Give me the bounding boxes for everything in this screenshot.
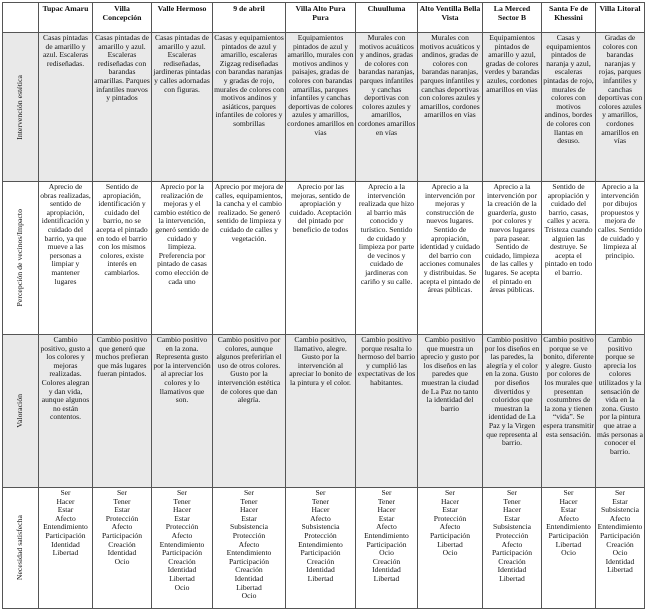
need-item: Ser — [381, 488, 392, 497]
table-cell: Aprecio a la intervención por dibujos propuestos y mejora de calles. Sentido de cuidado y limpieza al principio. — [596, 182, 645, 335]
row-label — [3, 182, 39, 335]
need-item: Hacer — [440, 496, 460, 506]
need-item: Libertad — [373, 573, 400, 583]
need-item: Ocio — [612, 548, 628, 558]
need-item: Identidad — [167, 565, 197, 575]
need-item: Estar — [378, 513, 395, 523]
need-item: Hacer — [239, 505, 259, 515]
need-item: Identidad — [107, 548, 137, 558]
need-item: Identidad — [51, 539, 80, 549]
table-cell: Sentido de apropiación, identificación y cuidado del barrio, no se acepta el pintado en todo el barrio con los mismos colores, existe interés en cambiarlos. — [93, 182, 152, 335]
need-item: Entendimiento — [298, 539, 343, 549]
needs-cell — [418, 488, 483, 609]
needs-cell — [483, 488, 542, 609]
need-item: Creación — [168, 556, 196, 566]
need-item: Afecto — [609, 513, 631, 523]
header-villa-alto-pura-pura: Villa Alto Pura Pura — [286, 3, 356, 33]
need-item: Participación — [101, 530, 143, 540]
need-item: Entendimiento — [43, 522, 88, 532]
row-label-text: Necesidad satisfecha — [15, 515, 25, 581]
need-item: Estar — [560, 505, 577, 515]
needs-cell — [542, 488, 596, 609]
table-cell: Cambio positivo que muestra un aprecio y gusto por los diseños en las paredes que muestran la ciudad de La Paz no tanto la identidad del barrio — [418, 335, 483, 488]
need-item: Libertad — [169, 573, 195, 583]
header-tupac-amaru: Tupac Amaru — [39, 3, 93, 33]
table-cell: Cambio positivo por los diseños en las paredes, la alegría y el color en la zona. Gusto por diseños divertidos y coloridos que muestran la identidad de La Paz y la Virgen que representa al barrio. — [483, 335, 542, 488]
table-cell: Aprecio por las mejoras, sentido de apropiación y cuidado. Aceptación del pintado por beneficio de todos — [286, 182, 356, 335]
need-item: Ser — [614, 488, 626, 497]
need-item: Creación — [306, 556, 335, 566]
header-corner — [3, 3, 39, 33]
table-cell: Equipamientos pintados de amarillo y azul, gradas de colores verdes y barandas azules, cordones amarillos en vías — [483, 33, 542, 182]
document-page — [2, 2, 645, 609]
need-item: Estar — [57, 505, 74, 515]
need-item: Tener — [173, 496, 191, 506]
table-cell: Aprecio por mejora de calles, equipamientos, la cancha y el cambio realizado. Se generó sentido de limpieza y cuidado de calles y vegetación. — [213, 182, 286, 335]
needs-cell — [286, 488, 356, 609]
needs-cell — [596, 488, 645, 609]
header-chuulluma: Chuulluma — [356, 3, 418, 33]
need-item: Hacer — [172, 505, 192, 515]
need-item: Ser — [60, 488, 71, 497]
need-item: Ocio — [114, 556, 130, 566]
need-item: Libertad — [499, 573, 525, 583]
need-item: Hacer — [559, 496, 578, 506]
table-cell: Gradas de colores con barandas naranjas y rojas, parques infantiles y canchas deportivas con colores azules y amarillos, cordones amarillos en vías — [596, 33, 645, 182]
need-item: Afecto — [55, 513, 76, 523]
need-item: Ocio — [379, 548, 394, 558]
need-item: Afecto — [171, 530, 193, 540]
need-item: Ser — [563, 488, 574, 497]
need-item: Tener — [311, 496, 330, 506]
need-item: Entendimiento — [597, 522, 643, 532]
row-valoracion — [3, 335, 645, 488]
need-item: Ser — [116, 488, 128, 497]
need-item: Libertad — [236, 582, 262, 592]
need-item: Protección — [304, 530, 337, 540]
header-row — [3, 3, 645, 33]
header-villa-concepcion: Villa Concepción — [93, 3, 152, 33]
need-item: Participación — [491, 548, 533, 558]
needs-cell — [356, 488, 418, 609]
need-item: Libertad — [52, 548, 79, 558]
need-item: Tener — [377, 496, 396, 506]
need-item: Creación — [372, 556, 401, 566]
need-item: Estar — [174, 513, 190, 523]
need-item: Ocio — [561, 548, 576, 558]
need-item: Tener — [240, 496, 258, 506]
row-label-text: Percepción de vecinos/Impacto — [15, 209, 25, 307]
need-item: Afecto — [439, 522, 461, 532]
need-item: Ser — [506, 488, 518, 497]
table-cell: Aprecio a la intervención por la creación de la guardería, gusto por colores y nuevos lugares para pasear. Sentido de cuidado, limpieza de las calles y lugares. Se acepta el pintado en áreas públicas. — [483, 182, 542, 335]
needs-cell — [152, 488, 213, 609]
need-item: Estar — [241, 513, 257, 523]
need-item: Estar — [612, 496, 628, 506]
header-valle-hermoso: Valle Hermoso — [152, 3, 213, 33]
need-item: Afecto — [238, 539, 260, 549]
header-la-merced-sector-b: La Merced Sector B — [483, 3, 542, 33]
table-cell: Cambio positivo porque se aprecia los colores utilizados y la sensación de vida en la zona. Gusto por la pintura que atrae a más personas a conocer el barrio. — [596, 335, 645, 488]
row-label — [3, 335, 39, 488]
table-cell: Cambio positivo porque resalta lo hermoso del barrio y cumplió las expectativas de los habitantes. — [356, 335, 418, 488]
need-item: Participación — [45, 530, 86, 540]
need-item: Creación — [606, 539, 634, 549]
table-cell: Murales con motivos acuáticos y andinos, gradas de colores con barandas naranjas, parques infantiles y canchas deportivas con colores azules y amarillos, cordones amarillos en vías — [418, 33, 483, 182]
need-item: Ser — [176, 488, 188, 497]
need-item: Protección — [105, 513, 139, 523]
need-item: Creación — [498, 556, 526, 566]
need-item: Libertad — [607, 565, 633, 575]
row-label-text: Valoración — [15, 394, 25, 428]
need-item: Ser — [315, 488, 326, 497]
need-item: Participación — [366, 539, 407, 549]
need-item: Ser — [243, 488, 255, 497]
need-item: Protección — [232, 530, 266, 540]
need-item: Identidad — [497, 565, 527, 575]
need-item: Estar — [114, 505, 130, 515]
need-item: Afecto — [558, 513, 579, 523]
need-item: Ocio — [241, 591, 257, 601]
need-item: Protección — [495, 530, 529, 540]
needs-cell — [39, 488, 93, 609]
need-item: Entendimiento — [159, 539, 205, 549]
need-item: Ser — [444, 488, 456, 497]
row-intervencion-estetica — [3, 33, 645, 182]
table-cell: Cambio positivo en la zona. Representa gusto por la intervención al apreciar los colores y lo llamativos que son. — [152, 335, 213, 488]
table-cell: Equipamientos pintados de azul y amarillo, murales con motivos andinos y paisajes, gradas de colores con barandas amarillas, parques infantiles y canchas deportivas de colores azules y amarillos, cordones amarillos en vías — [286, 33, 356, 182]
header-alto-ventilla-bella-vista: Alto Ventilla Bella Vista — [418, 3, 483, 33]
need-item: Entendimiento — [364, 530, 409, 540]
header-villa-litoral: Villa Litoral — [596, 3, 645, 33]
need-item: Identidad — [306, 565, 335, 575]
need-item: Hacer — [502, 505, 522, 515]
row-percepcion-vecinos — [3, 182, 645, 335]
need-item: Estar — [504, 513, 520, 523]
needs-cell — [213, 488, 286, 609]
need-item: Estar — [442, 505, 458, 515]
table-cell: Casas pintadas de amarillo y azul. Escaleras rediseñadas, jardineras pintadas y calles adornadas con figuras. — [152, 33, 213, 182]
table-cell: Cambio positivo que generó que muchos prefieran que más lugares fueran pintados. — [93, 335, 152, 488]
need-item: Creación — [108, 539, 136, 549]
need-item: Participación — [599, 530, 641, 540]
table-cell: Cambio positivo porque se ve bonito, diferente y alegre. Gusto por colores de los murales que presentan costumbres de la zona y tienen “vida”. Se espera transmitir esta sensación. — [542, 335, 596, 488]
row-necesidad-satisfecha — [3, 488, 645, 609]
row-label — [3, 33, 39, 182]
need-item: Protección — [165, 522, 199, 532]
need-item: Hacer — [377, 505, 396, 515]
table-cell: Aprecio a la intervención por mejoras y construcción de nuevos lugares. Sentido de apropiación, identidad y cuidado del barrio con acciones comunales y distribuidas. Se acepta el pintado de áreas públicas. — [418, 182, 483, 335]
need-item: Identidad — [234, 573, 264, 583]
table-cell: Aprecio de obras realizadas, sentido de apropiación, identificación y cuidado del barrio, ya que mueve a las personas a limpiar y mantener lugares — [39, 182, 93, 335]
need-item: Identidad — [372, 565, 401, 575]
need-item: Libertad — [307, 573, 334, 583]
need-item: Identidad — [605, 556, 635, 566]
need-item: Protección — [433, 513, 467, 523]
neighborhood-comparison-table — [2, 2, 645, 609]
need-item: Subsistencia — [601, 505, 639, 515]
table-cell: Aprecio a la intervención realizada que hizo al barrio más conocido y turístico. Sentido de cuidado y limpieza por parte de vecinos y cuidado de jardineras con cariño y su calle. — [356, 182, 418, 335]
need-item: Ocio — [442, 548, 458, 558]
table-cell: Sentido de apropiación y cuidado del barrio, casas, calles y acera. Tristeza cuando alguien las destruye. Se acepta el pintado en todo el barrio. — [542, 182, 596, 335]
need-item: Afecto — [376, 522, 397, 532]
need-item: Entendimiento — [546, 522, 591, 532]
table-cell: Cambio positivo por colores, aunque algunos preferirían el uso de otros colores. Gusto por la intervención estética de colores que dan alegría. — [213, 335, 286, 488]
need-item: Participación — [228, 556, 270, 566]
need-item: Entendimiento — [226, 548, 272, 558]
table-cell: Cambio positivo, llamativo, alegre. Gusto por la intervención al apreciar lo bonito de la pintura y el color. — [286, 335, 356, 488]
need-item: Afecto — [310, 513, 331, 523]
need-item: Subsistencia — [493, 522, 531, 532]
need-item: Libertad — [555, 539, 582, 549]
need-item: Participación — [300, 548, 341, 558]
table-cell: Murales con motivos acuáticos y andinos, gradas de colores con barandas naranjas, parques infantiles y canchas deportivas con colores azules y amarillos, cordones amarillos en vías — [356, 33, 418, 182]
row-label-text: Intervención estética — [15, 74, 25, 140]
need-item: Tener — [113, 496, 131, 506]
table-cell: Casas y equipamientos pintados de azul y amarillo, escaleras Zigzag rediseñadas con barandas naranjas y gradas de rojo, murales de colores con motivos andinos y asiáticos, parques infantiles de colores y sombrillas — [213, 33, 286, 182]
table-cell: Casas y equipamientos pintados de naranja y azul, escaleras pintadas de rojo, murales de colores con motivos andinos, bordes de colores con llantas en desuso. — [542, 33, 596, 182]
needs-cell — [93, 488, 152, 609]
header-9-de-abril: 9 de abril — [213, 3, 286, 33]
table-cell: Casas pintadas de amarillo y azul. Escaleras rediseñadas. — [39, 33, 93, 182]
need-item: Hacer — [56, 496, 75, 506]
row-label — [3, 488, 39, 609]
need-item: Libertad — [437, 539, 463, 549]
need-item: Subsistencia — [230, 522, 268, 532]
table-cell: Cambio positivo, gusto a los colores y mejoras realizadas. Colores alegran y dan vida, aunque algunos no están contentos. — [39, 335, 93, 488]
table-cell: Casas pintadas de amarillo y azul. Escaleras rediseñadas con barandas amarillas. Parques infantiles nuevos y pintados — [93, 33, 152, 182]
need-item: Ocio — [174, 582, 190, 592]
need-item: Subsistencia — [301, 522, 340, 532]
need-item: Participación — [161, 548, 203, 558]
table-cell: Aprecio por la realización de mejoras y el cambio estético de la intervención, generó sentido de cuidado y limpieza. Preferencia por pintado de casas como elección de cada uno — [152, 182, 213, 335]
need-item: Hacer — [311, 505, 330, 515]
need-item: Tener — [503, 496, 521, 506]
need-item: Creación — [235, 565, 263, 575]
need-item: Afecto — [501, 539, 523, 549]
need-item: Afecto — [111, 522, 133, 532]
header-santa-fe-de-khessini: Santa Fe de Khessini — [542, 3, 596, 33]
need-item: Participación — [429, 530, 471, 540]
need-item: Participación — [548, 530, 589, 540]
